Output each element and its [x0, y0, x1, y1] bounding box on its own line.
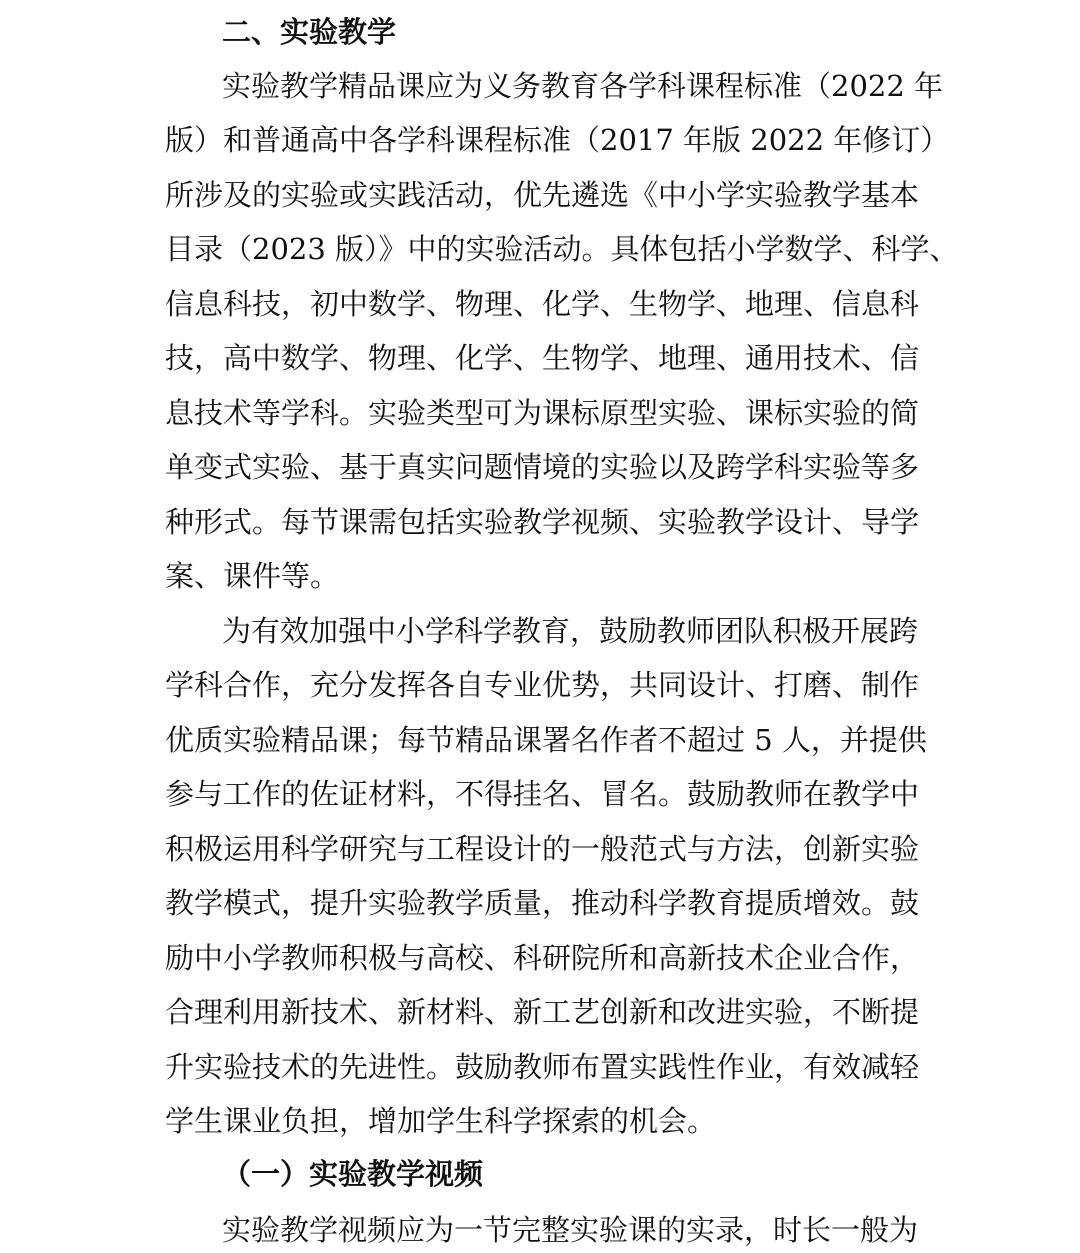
paragraph-1-line-1: 实验教学精品课应为义务教育各学科课程标准（2022 年	[222, 69, 944, 103]
paragraph-1-line-9: 种形式。每节课需包括实验教学视频、实验教学设计、导学	[165, 505, 920, 539]
section-heading: 二、实验教学	[222, 15, 397, 49]
paragraph-1-line-10: 案、课件等。	[165, 559, 340, 593]
paragraph-3-line-1: 实验教学视频应为一节完整实验课的实录，时长一般为	[222, 1213, 919, 1247]
paragraph-2-line-7: 励中小学教师积极与高校、科研院所和高新技术企业合作，	[165, 941, 920, 975]
paragraph-2-line-6: 教学模式，提升实验教学质量，推动科学教育提质增效。鼓	[165, 886, 920, 920]
paragraph-2-line-5: 积极运用科学研究与工程设计的一般范式与方法，创新实验	[165, 832, 920, 866]
paragraph-1-line-4: 目录（2023 版）》中的实验活动。具体包括小学数学、科学、	[165, 232, 959, 266]
paragraph-1-line-8: 单变式实验、基于真实问题情境的实验以及跨学科实验等多	[165, 450, 920, 484]
paragraph-2-line-3: 优质实验精品课；每节精品课署名作者不超过 5 人，并提供	[165, 723, 927, 757]
paragraph-1-line-7: 息技术等学科。实验类型可为课标原型实验、课标实验的简	[165, 396, 920, 430]
paragraph-1-line-5: 信息科技，初中数学、物理、化学、生物学、地理、信息科	[165, 287, 920, 321]
paragraph-2-line-2: 学科合作，充分发挥各自专业优势，共同设计、打磨、制作	[165, 668, 920, 702]
paragraph-2-line-8: 合理利用新技术、新材料、新工艺创新和改进实验，不断提	[165, 995, 920, 1029]
paragraph-2-line-1: 为有效加强中小学科学教育，鼓励教师团队积极开展跨	[222, 614, 919, 648]
paragraph-2-line-9: 升实验技术的先进性。鼓励教师布置实践性作业，有效减轻	[165, 1050, 920, 1084]
paragraph-1-line-3: 所涉及的实验或实践活动，优先遴选《中小学实验教学基本	[165, 178, 920, 212]
paragraph-1-line-6: 技，高中数学、物理、化学、生物学、地理、通用技术、信	[165, 341, 920, 375]
paragraph-1-line-2: 版）和普通高中各学科课程标准（2017 年版 2022 年修订）	[165, 123, 950, 157]
paragraph-2-line-10: 学生课业负担，增加学生科学探索的机会。	[165, 1104, 717, 1138]
subsection-heading: （一）实验教学视频	[222, 1157, 484, 1191]
paragraph-2-line-4: 参与工作的佐证材料，不得挂名、冒名。鼓励教师在教学中	[165, 777, 920, 811]
